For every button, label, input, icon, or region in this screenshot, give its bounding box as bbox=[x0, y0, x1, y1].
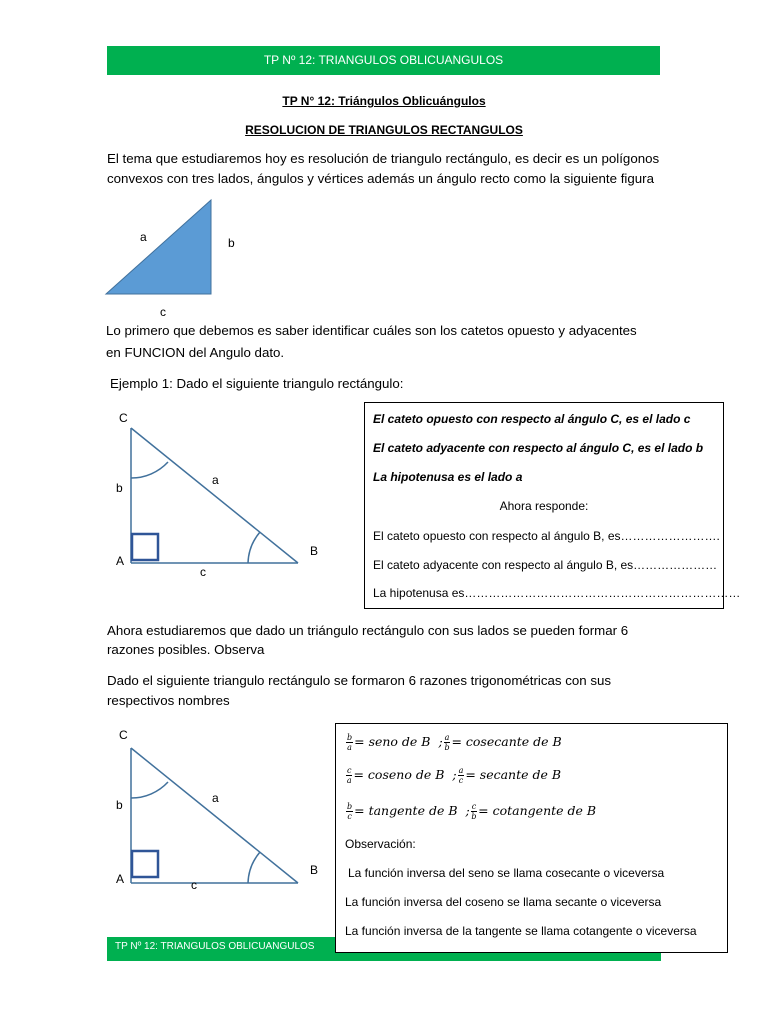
razones-line-1: Ahora estudiaremos que dado un triángulo rectángulo con sus lados se pueden formar 6 bbox=[107, 623, 629, 638]
observacion-seno: La función inversa del seno se llama cosecante o viceversa bbox=[348, 866, 665, 880]
box1-line-2: El cateto adyacente con respecto al ángulo C, es el lado b bbox=[373, 441, 704, 455]
razon-seno: $\frac{b}{a}$ = seno de B ; $\frac{a}{b}$ = cosecante de B bbox=[347, 733, 562, 752]
razones-box bbox=[335, 723, 728, 953]
fig3-label-c: c bbox=[191, 878, 197, 892]
fig1-label-b: b bbox=[228, 236, 235, 250]
box1-question-3: La hipotenusa es…………………………………………………………… bbox=[373, 586, 741, 600]
footer-bar: TP Nº 12: TRIANGULOS OBLICUANGULOS bbox=[107, 937, 661, 961]
box1-prompt: Ahora responde: bbox=[499, 499, 589, 513]
fig1-label-a: a bbox=[140, 230, 147, 244]
fig3-label-B: B bbox=[310, 863, 319, 877]
observacion-coseno: La función inversa del coseno se llama secante o viceversa bbox=[345, 895, 662, 909]
observacion-heading: Observación: bbox=[345, 837, 416, 851]
fig3-label-b: b bbox=[116, 798, 123, 812]
box1-line-1: El cateto opuesto con respecto al ángulo C, es el lado c bbox=[373, 412, 691, 426]
fig3-label-a: a bbox=[212, 791, 219, 805]
catetos-line-1: Lo primero que debemos es saber identificar cuáles son los catetos opuesto y adyacentes bbox=[106, 323, 637, 338]
fig3-label-A: A bbox=[116, 872, 125, 886]
intro-line-1: El tema que estudiaremos hoy es resolución de triangulo rectángulo, es decir es un polígonos bbox=[107, 151, 660, 166]
intro-line-2: convexos con tres lados, ángulos y vértices además un ángulo recto como la siguiente figura bbox=[107, 171, 654, 186]
razones-line-2: razones posibles. Observa bbox=[107, 642, 265, 657]
fig2-label-c: c bbox=[200, 565, 206, 579]
razon-tangente: $\frac{b}{c}$ = tangente de B ; $\frac{c}{b}$ = cotangente de B bbox=[347, 802, 597, 821]
fig1-label-c: c bbox=[160, 305, 166, 319]
fig2-label-A: A bbox=[116, 554, 125, 568]
fig2-label-b: b bbox=[116, 481, 123, 495]
document-title: TP N° 12: Triángulos Oblicuángulos bbox=[282, 94, 486, 108]
dado-line-2: respectivos nombres bbox=[107, 693, 230, 708]
fig2-label-B: B bbox=[310, 544, 319, 558]
fig2-label-a: a bbox=[212, 473, 219, 487]
fig2-label-C: C bbox=[119, 411, 128, 425]
razon-coseno: $\frac{c}{a}$ = coseno de B ; $\frac{a}{c}$ = secante de B bbox=[346, 766, 562, 785]
fig3-label-C: C bbox=[119, 728, 128, 742]
ejemplo-heading: Ejemplo 1: Dado el siguiente triangulo rectángulo: bbox=[110, 376, 404, 391]
box1-question-1: El cateto opuesto con respecto al ángulo B, es……………………. bbox=[373, 529, 720, 543]
observacion-tangente: La función inversa de la tangente se llama cotangente o viceversa bbox=[345, 924, 697, 938]
header-bar: TP Nº 12: TRIANGULOS OBLICUANGULOS bbox=[107, 46, 660, 75]
document-subtitle: RESOLUCION DE TRIANGULOS RECTANGULOS bbox=[245, 123, 523, 137]
box1-question-2: El cateto adyacente con respecto al ángulo B, es………………… bbox=[373, 558, 718, 572]
catetos-line-2: en FUNCION del Angulo dato. bbox=[106, 345, 285, 360]
dado-line-1: Dado el siguiente triangulo rectángulo se formaron 6 razones trigonométricas con sus bbox=[107, 673, 612, 688]
box1-line-3: La hipotenusa es el lado a bbox=[373, 470, 523, 484]
